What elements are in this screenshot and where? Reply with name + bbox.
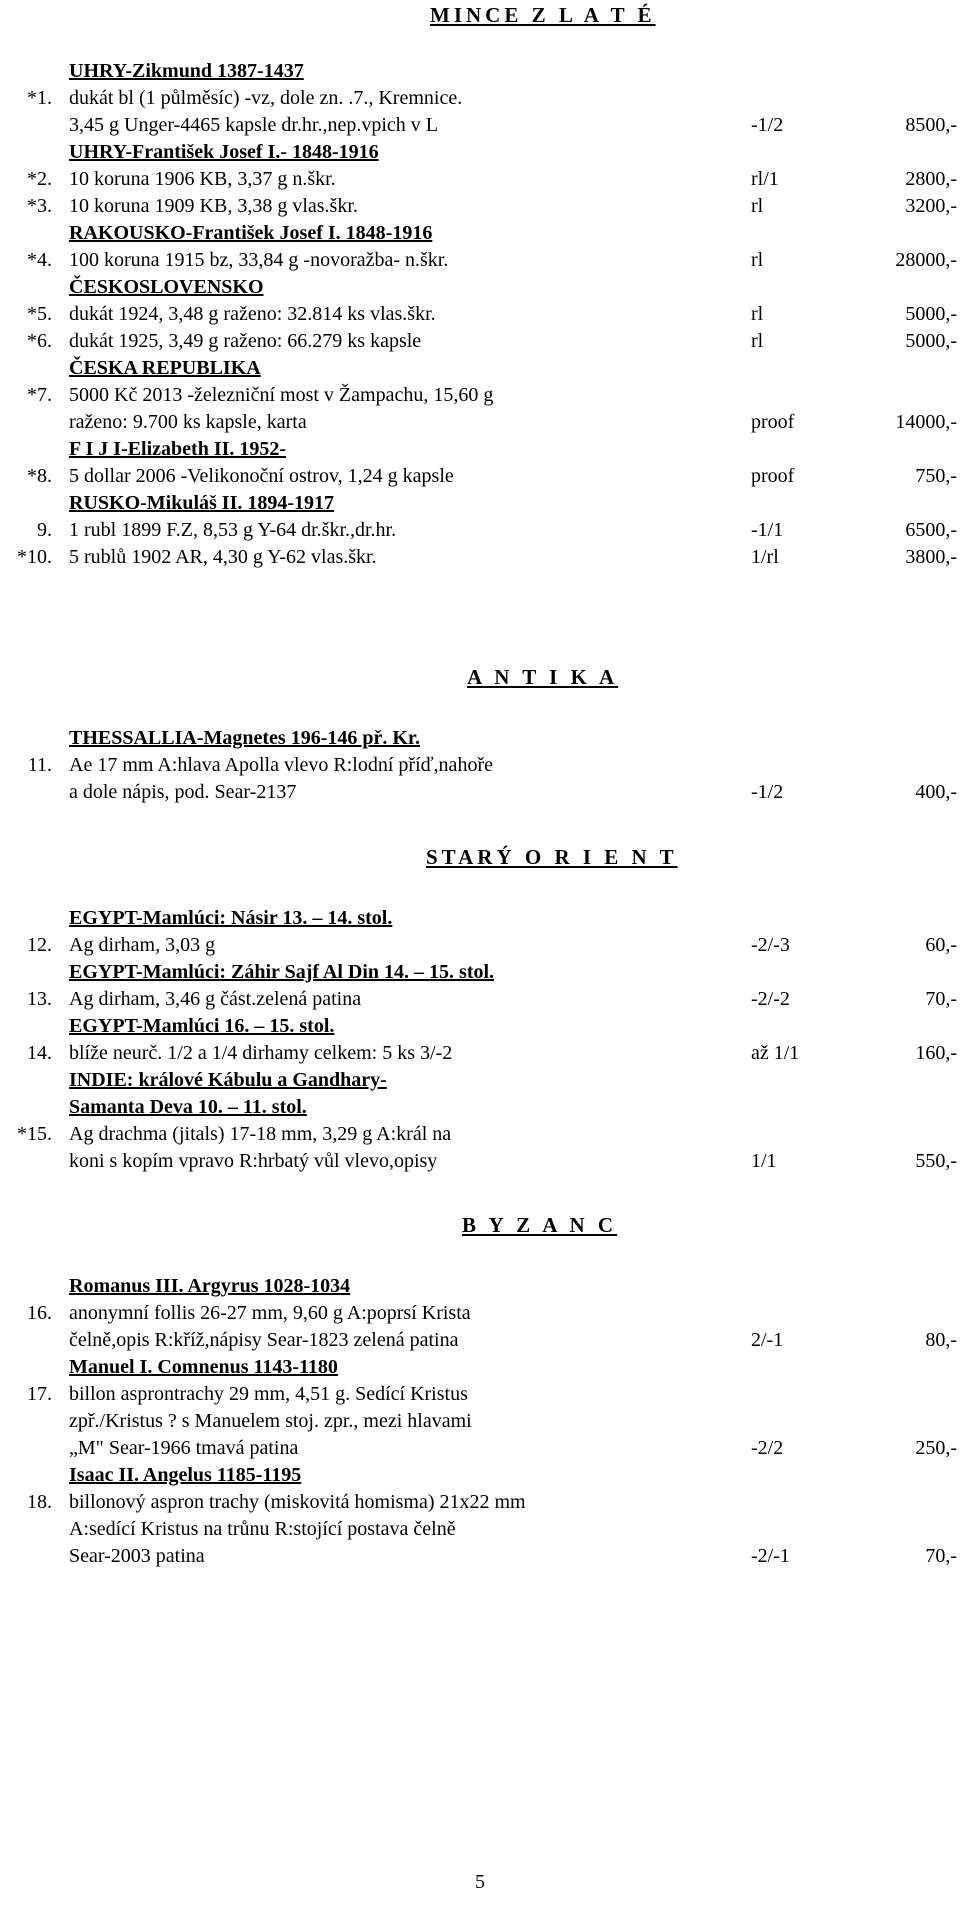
item-price: 5000,- xyxy=(905,303,957,325)
item-grade: -2/-3 xyxy=(751,934,790,956)
item-number: 17. xyxy=(27,1383,52,1405)
catalog-item-9 xyxy=(0,519,960,546)
catalog-item-18 xyxy=(0,1491,960,1518)
item-price: 2800,- xyxy=(905,168,957,190)
item-number: 9. xyxy=(37,519,52,541)
item-description: dukát 1924, 3,48 g raženo: 32.814 ks vlas.škr. xyxy=(69,303,436,325)
heading-egypt-zahir: EGYPT-Mamlúci: Záhir Sajf Al Din 14. – 15. stol. xyxy=(69,961,495,983)
heading-isaac: Isaac II. Angelus 1185-1195 xyxy=(69,1464,302,1486)
catalog-item-10 xyxy=(0,546,960,573)
catalog-item-11 xyxy=(0,754,960,781)
heading-ceskoslovensko: ČESKOSLOVENSKO xyxy=(69,276,264,298)
item-description: dukát 1925, 3,49 g raženo: 66.279 ks kapsle xyxy=(69,330,422,352)
item-price: 28000,- xyxy=(895,249,957,271)
item-grade: rl xyxy=(751,249,764,271)
item-price: 5000,- xyxy=(905,330,957,352)
item-price: 160,- xyxy=(915,1042,957,1064)
item-number: *8. xyxy=(27,465,52,487)
catalog-item-13 xyxy=(0,988,960,1015)
item-description: 10 koruna 1906 KB, 3,37 g n.škr. xyxy=(69,168,336,190)
item-grade: 2/-1 xyxy=(751,1329,784,1351)
catalog-item-1 xyxy=(0,87,960,114)
item-grade: až 1/1 xyxy=(751,1042,800,1064)
catalog-item-2 xyxy=(0,168,960,195)
catalog-item-4 xyxy=(0,249,960,276)
item-price: 3800,- xyxy=(905,546,957,568)
item-description: 5 dollar 2006 -Velikonoční ostrov, 1,24 g kapsle xyxy=(69,465,454,487)
item-description: 1 rubl 1899 F.Z, 8,53 g Y-64 dr.škr.,dr.hr. xyxy=(69,519,397,541)
item-description: billon asprontrachy 29 mm, 4,51 g. Sedící Kristus xyxy=(69,1383,468,1405)
item-description: raženo: 9.700 ks kapsle, karta xyxy=(69,411,307,433)
item-grade: -1/2 xyxy=(751,114,784,136)
item-grade: -2/-1 xyxy=(751,1545,790,1567)
item-grade: rl xyxy=(751,195,764,217)
catalog-item-18-continued-2 xyxy=(0,1545,960,1572)
item-number: 18. xyxy=(27,1491,52,1513)
catalog-item-15-continued xyxy=(0,1150,960,1177)
heading-rakousko: RAKOUSKO-František Josef I. 1848-1916 xyxy=(69,222,433,244)
item-grade: -1/2 xyxy=(751,781,784,803)
catalog-item-17 xyxy=(0,1383,960,1410)
item-price: 6500,- xyxy=(905,519,957,541)
heading-indie-2: Samanta Deva 10. – 11. stol. xyxy=(69,1096,307,1118)
heading-egypt-nasir: EGYPT-Mamlúci: Násir 13. – 14. stol. xyxy=(69,907,393,929)
item-number: *6. xyxy=(27,330,52,352)
catalog-item-7-continued xyxy=(0,411,960,438)
catalog-item-14 xyxy=(0,1042,960,1069)
item-number: *4. xyxy=(27,249,52,271)
heading-uhry-frantisek: UHRY-František Josef I.- 1848-1916 xyxy=(69,141,379,163)
item-price: 400,- xyxy=(915,781,957,803)
catalog-item-8 xyxy=(0,465,960,492)
item-description: 5000 Kč 2013 -železniční most v Žampachu, 15,60 g xyxy=(69,384,494,406)
catalog-item-17-continued-2 xyxy=(0,1437,960,1464)
item-number: 16. xyxy=(27,1302,52,1324)
item-description: Ag dirham, 3,03 g xyxy=(69,934,216,956)
item-description: a dole nápis, pod. Sear-2137 xyxy=(69,781,297,803)
heading-ceska-republika: ČESKA REPUBLIKA xyxy=(69,357,261,379)
catalog-item-6 xyxy=(0,330,960,357)
item-grade: proof xyxy=(751,465,795,487)
item-description: 3,45 g Unger-4465 kapsle dr.hr.,nep.vpich v L xyxy=(69,114,438,136)
item-grade: rl/1 xyxy=(751,168,779,190)
catalog-item-7 xyxy=(0,384,960,411)
item-description: billonový aspron trachy (miskovitá homisma) 21x22 mm xyxy=(69,1491,526,1513)
item-grade: rl xyxy=(751,330,764,352)
page-number: 5 xyxy=(475,1871,485,1893)
item-grade: 1/1 xyxy=(751,1150,777,1172)
item-number: 13. xyxy=(27,988,52,1010)
item-description: „M" Sear-1966 tmavá patina xyxy=(69,1437,299,1459)
catalog-item-11-continued xyxy=(0,781,960,808)
item-number: *10. xyxy=(17,546,52,568)
item-grade: -1/1 xyxy=(751,519,784,541)
item-description: anonymní follis 26-27 mm, 9,60 g A:poprsí Krista xyxy=(69,1302,471,1324)
section-title-antika: A N T I K A xyxy=(467,665,619,689)
item-description: A:sedící Kristus na trůnu R:stojící postava čelně xyxy=(69,1518,456,1540)
heading-manuel: Manuel I. Comnenus 1143-1180 xyxy=(69,1356,338,1378)
heading-uhry-zikmund: UHRY-Zikmund 1387-1437 xyxy=(69,60,304,82)
catalog-item-17-continued xyxy=(0,1410,960,1437)
item-grade: -2/2 xyxy=(751,1437,784,1459)
catalog-item-16 xyxy=(0,1302,960,1329)
item-number: *1. xyxy=(27,87,52,109)
heading-egypt-16: EGYPT-Mamlúci 16. – 15. stol. xyxy=(69,1015,335,1037)
heading-romanus: Romanus III. Argyrus 1028-1034 xyxy=(69,1275,351,1297)
item-grade: -2/-2 xyxy=(751,988,790,1010)
item-price: 70,- xyxy=(925,988,957,1010)
item-price: 750,- xyxy=(915,465,957,487)
section-title-stary-orient: STARÝ O R I E N T xyxy=(426,845,678,869)
item-description: koni s kopím vpravo R:hrbatý vůl vlevo,opisy xyxy=(69,1150,438,1172)
item-price: 250,- xyxy=(915,1437,957,1459)
item-number: 14. xyxy=(27,1042,52,1064)
item-description: 100 koruna 1915 bz, 33,84 g -novoražba- n.škr. xyxy=(69,249,449,271)
item-description: Ag dirham, 3,46 g část.zelená patina xyxy=(69,988,362,1010)
heading-rusko: RUSKO-Mikuláš II. 1894-1917 xyxy=(69,492,335,514)
item-description: zpř./Kristus ? s Manuelem stoj. zpr., mezi hlavami xyxy=(69,1410,472,1432)
catalog-item-15 xyxy=(0,1123,960,1150)
catalog-item-12 xyxy=(0,934,960,961)
catalog-item-5 xyxy=(0,303,960,330)
item-description: Ag drachma (jitals) 17-18 mm, 3,29 g A:král na xyxy=(69,1123,452,1145)
item-number: 12. xyxy=(27,934,52,956)
heading-indie-1: INDIE: králové Kábulu a Gandhary- xyxy=(69,1069,387,1091)
item-number: 11. xyxy=(27,754,52,776)
catalog-item-1-continued xyxy=(0,114,960,141)
item-description: čelně,opis R:kříž,nápisy Sear-1823 zelená patina xyxy=(69,1329,459,1351)
section-title-mince-zlate: MINCE Z L A T É xyxy=(430,3,656,27)
item-price: 80,- xyxy=(925,1329,957,1351)
item-description: 10 koruna 1909 KB, 3,38 g vlas.škr. xyxy=(69,195,358,217)
heading-fiji: F I J I-Elizabeth II. 1952- xyxy=(69,438,287,460)
catalog-item-18-continued xyxy=(0,1518,960,1545)
catalog-item-3 xyxy=(0,195,960,222)
item-grade: proof xyxy=(751,411,795,433)
item-number: *3. xyxy=(27,195,52,217)
item-number: *15. xyxy=(17,1123,52,1145)
item-number: *2. xyxy=(27,168,52,190)
section-title-byzanc: B Y Z A N C xyxy=(462,1213,618,1237)
catalog-item-16-continued xyxy=(0,1329,960,1356)
item-price: 550,- xyxy=(915,1150,957,1172)
item-description: 5 rublů 1902 AR, 4,30 g Y-62 vlas.škr. xyxy=(69,546,377,568)
item-description: blíže neurč. 1/2 a 1/4 dirhamy celkem: 5 ks 3/-2 xyxy=(69,1042,453,1064)
item-price: 14000,- xyxy=(895,411,957,433)
item-grade: rl xyxy=(751,303,764,325)
item-price: 60,- xyxy=(925,934,957,956)
item-description: Sear-2003 patina xyxy=(69,1545,205,1567)
item-description: dukát bl (1 půlměsíc) -vz, dole zn. .7., Kremnice. xyxy=(69,87,463,109)
item-description: Ae 17 mm A:hlava Apolla vlevo R:lodní příď,nahoře xyxy=(69,754,493,776)
item-number: *7. xyxy=(27,384,52,406)
item-price: 70,- xyxy=(925,1545,957,1567)
item-number: *5. xyxy=(27,303,52,325)
item-price: 3200,- xyxy=(905,195,957,217)
heading-thessallia: THESSALLIA-Magnetes 196-146 př. Kr. xyxy=(69,727,420,749)
item-price: 8500,- xyxy=(905,114,957,136)
item-grade: 1/rl xyxy=(751,546,779,568)
